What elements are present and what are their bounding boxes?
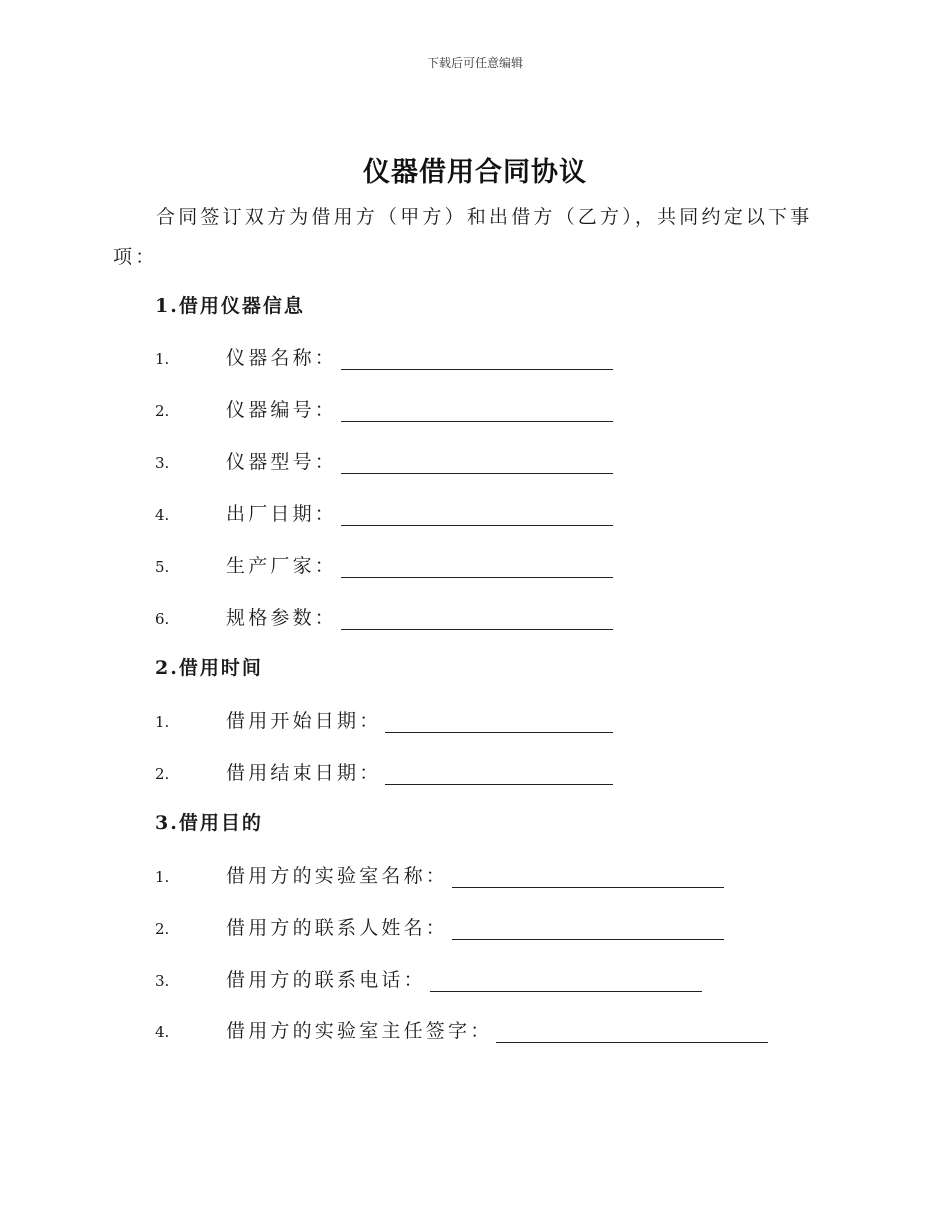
form-row-start-date (155, 703, 613, 733)
form-row-lab-name (155, 858, 724, 888)
field-label: 借用方的实验室名称： (226, 865, 449, 887)
item-number: 1. (155, 868, 170, 886)
section-heading-borrow-purpose: 3.借用目的 (155, 812, 263, 834)
form-row-end-date (155, 755, 613, 785)
header-note: 下载后可任意编辑 (426, 56, 523, 70)
fill-in-blank[interactable] (430, 971, 702, 992)
fill-in-blank[interactable] (452, 919, 724, 940)
field-label: 仪器型号： (226, 451, 338, 473)
item-number: 5. (155, 558, 170, 576)
form-row-instrument-model (155, 444, 613, 474)
fill-in-blank[interactable] (385, 764, 613, 785)
fill-in-blank[interactable] (341, 557, 613, 578)
form-row-contact-phone (155, 962, 702, 992)
section-heading-borrow-time: 2.借用时间 (155, 657, 263, 679)
field-label: 借用方的实验室主任签字： (226, 1020, 493, 1042)
item-number: 1. (155, 350, 170, 368)
item-number: 4. (155, 506, 170, 524)
item-number: 3. (155, 454, 170, 472)
intro-paragraph: 合同签订双方为借用方（甲方）和出借方（乙方），共同约定以下事项： (113, 206, 813, 268)
fill-in-blank[interactable] (341, 453, 613, 474)
document-title: 仪器借用合同协议 (363, 157, 587, 188)
item-number: 4. (155, 1023, 170, 1041)
item-number: 3. (155, 972, 170, 990)
fill-in-blank[interactable] (341, 401, 613, 422)
form-row-instrument-number (155, 392, 613, 422)
field-label: 规格参数： (226, 607, 338, 629)
item-number: 2. (155, 920, 170, 938)
field-label: 仪器名称： (226, 347, 338, 369)
field-label: 借用方的联系人姓名： (226, 917, 449, 939)
field-label: 出厂日期： (226, 503, 338, 525)
form-row-instrument-name (155, 340, 613, 370)
form-row-manufacture-date (155, 496, 613, 526)
field-label: 借用方的联系电话： (226, 969, 426, 991)
field-label: 生产厂家： (226, 555, 338, 577)
fill-in-blank[interactable] (341, 609, 613, 630)
item-number: 6. (155, 610, 170, 628)
form-row-manufacturer (155, 548, 613, 578)
form-row-specifications (155, 600, 613, 630)
field-label: 借用结束日期： (226, 762, 382, 784)
item-number: 2. (155, 402, 170, 420)
fill-in-blank[interactable] (341, 505, 613, 526)
fill-in-blank[interactable] (341, 349, 613, 370)
fill-in-blank[interactable] (385, 712, 613, 733)
form-row-director-signature (155, 1013, 768, 1043)
field-label: 仪器编号： (226, 399, 338, 421)
form-row-contact-name (155, 910, 724, 940)
signature-blank[interactable] (496, 1022, 768, 1043)
field-label: 借用开始日期： (226, 710, 382, 732)
item-number: 1. (155, 713, 170, 731)
section-heading-instrument-info: 1.借用仪器信息 (155, 295, 305, 317)
fill-in-blank[interactable] (452, 867, 724, 888)
item-number: 2. (155, 765, 170, 783)
